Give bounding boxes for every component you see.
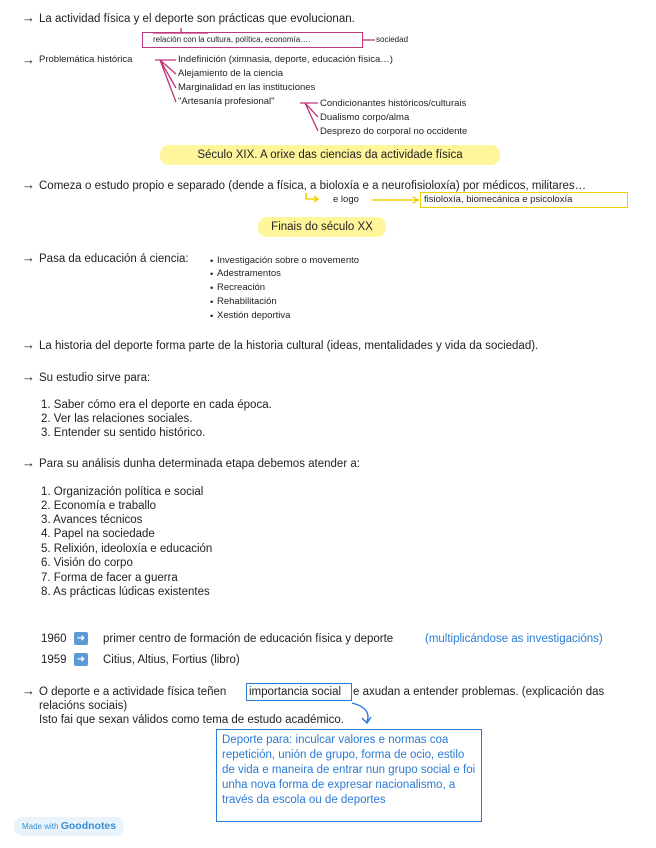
science-item: Recreación [217, 282, 266, 293]
history-subitem: Desprezo do corporal no occidente [320, 126, 468, 137]
line-6: Su estudio sirve para: [39, 372, 151, 384]
year-1960-note: (multiplicándose as investigacións) [425, 633, 603, 645]
science-item: Rehabilitación [217, 296, 277, 307]
line-3: Comeza o estudo propio e separado (dende a física, a bioloxía e a neurofisioloxía) por médicos, militares… [39, 180, 587, 192]
history-item: Alejamiento de la ciencia [178, 68, 284, 79]
purpose-item: 2. Ver las relaciones sociales. [41, 413, 193, 425]
goodnotes-logo [14, 817, 124, 836]
history-item: "Artesanía profesional" [178, 96, 275, 107]
history-item: Indefinición (ximnasia, deporte, educación física…) [178, 54, 393, 65]
right-arrow-icon: → [22, 52, 35, 67]
arrow-box-icon: ➜ [74, 653, 88, 666]
history-subitem: Dualismo corpo/alma [320, 112, 410, 123]
line-1: La actividad física y el deporte son prácticas que evolucionan. [39, 13, 355, 25]
science-box [420, 192, 628, 208]
science-box-text: fisioloxía, biomecánica e psicoloxía [424, 194, 573, 205]
analysis-item: 5. Relixión, ideoloxía e educación [41, 543, 213, 555]
right-arrow-icon: → [22, 683, 35, 698]
right-arrow-icon: → [22, 177, 35, 192]
right-arrow-icon: → [22, 10, 35, 25]
arrow-box-icon: ➜ [74, 632, 88, 645]
importance-box [246, 683, 352, 701]
line-5: La historia del deporte forma parte de la historia cultural (ideas, mentalidades y vida da sociedad). [39, 340, 539, 352]
line-8b: e axudan a entender problemas. (explicación das [353, 686, 605, 698]
purpose-item: 1. Saber cómo era el deporte en cada época. [41, 399, 272, 411]
importance-box-text: importancia social [249, 686, 342, 698]
heading-xx: Finais do século XX [258, 217, 386, 237]
year-1959: 1959 [41, 654, 67, 666]
science-item: Adestramentos [217, 268, 281, 279]
analysis-item: 4. Papel na sociedade [41, 528, 155, 540]
analysis-item: 6. Visión do corpo [41, 557, 133, 569]
year-1959-text: Citius, Altius, Fortius (libro) [103, 654, 240, 666]
culture-box [142, 32, 363, 48]
line-8a: O deporte e a actividade física teñen [39, 686, 227, 698]
logo-prefix: Made with [22, 822, 59, 831]
purpose-item: 3. Entender su sentido histórico. [41, 427, 206, 439]
right-arrow-icon: → [22, 369, 35, 384]
history-subitem: Condicionantes históricos/culturais [320, 98, 467, 109]
e-logo-label: e logo [333, 194, 359, 205]
science-item: Xestión deportiva [217, 310, 291, 321]
line-7: Para su análisis dunha determinada etapa debemos atender a: [39, 458, 360, 470]
history-item: Marginalidad en las instituciones [178, 82, 316, 93]
right-arrow-icon: → [22, 337, 35, 352]
analysis-item: 8. As prácticas lúdicas existentes [41, 586, 210, 598]
logo-name: Goodnotes [60, 820, 117, 832]
year-1960-text: primer centro de formación de educación física y deporte [103, 633, 394, 645]
analysis-item: 2. Economía e traballo [41, 500, 157, 512]
line-2: Problemática histórica [39, 54, 133, 65]
analysis-item: 7. Forma de facer a guerra [41, 572, 178, 584]
analysis-item: 1. Organización política e social [41, 486, 204, 498]
culture-box-text: relación con la cultura, política, economía…. [153, 35, 311, 44]
analysis-item: 3. Avances técnicos [41, 514, 143, 526]
line-4: Pasa da educación á ciencia: [39, 253, 189, 265]
heading-xix: Século XIX. A orixe das ciencias da actividade física [160, 145, 500, 165]
sociedad-label: sociedad [376, 35, 409, 44]
note-box: Deporte para: inculcar valores e normas coa repetición, unión de grupo, forma de ocio, estilo de vida e maneira de entrar nun grupo social e foi unha nova forma de expresar nacionalismo, a través da escola ou de deportes [216, 729, 482, 822]
right-arrow-icon: → [22, 455, 35, 470]
line-8c: relacións sociais) [39, 700, 128, 712]
science-item: Investigación sobre o movemento [217, 255, 360, 266]
line-8d: Isto fai que sexan válidos como tema de estudo académico. [39, 714, 344, 726]
right-arrow-icon: → [22, 250, 35, 265]
year-1960: 1960 [41, 633, 67, 645]
